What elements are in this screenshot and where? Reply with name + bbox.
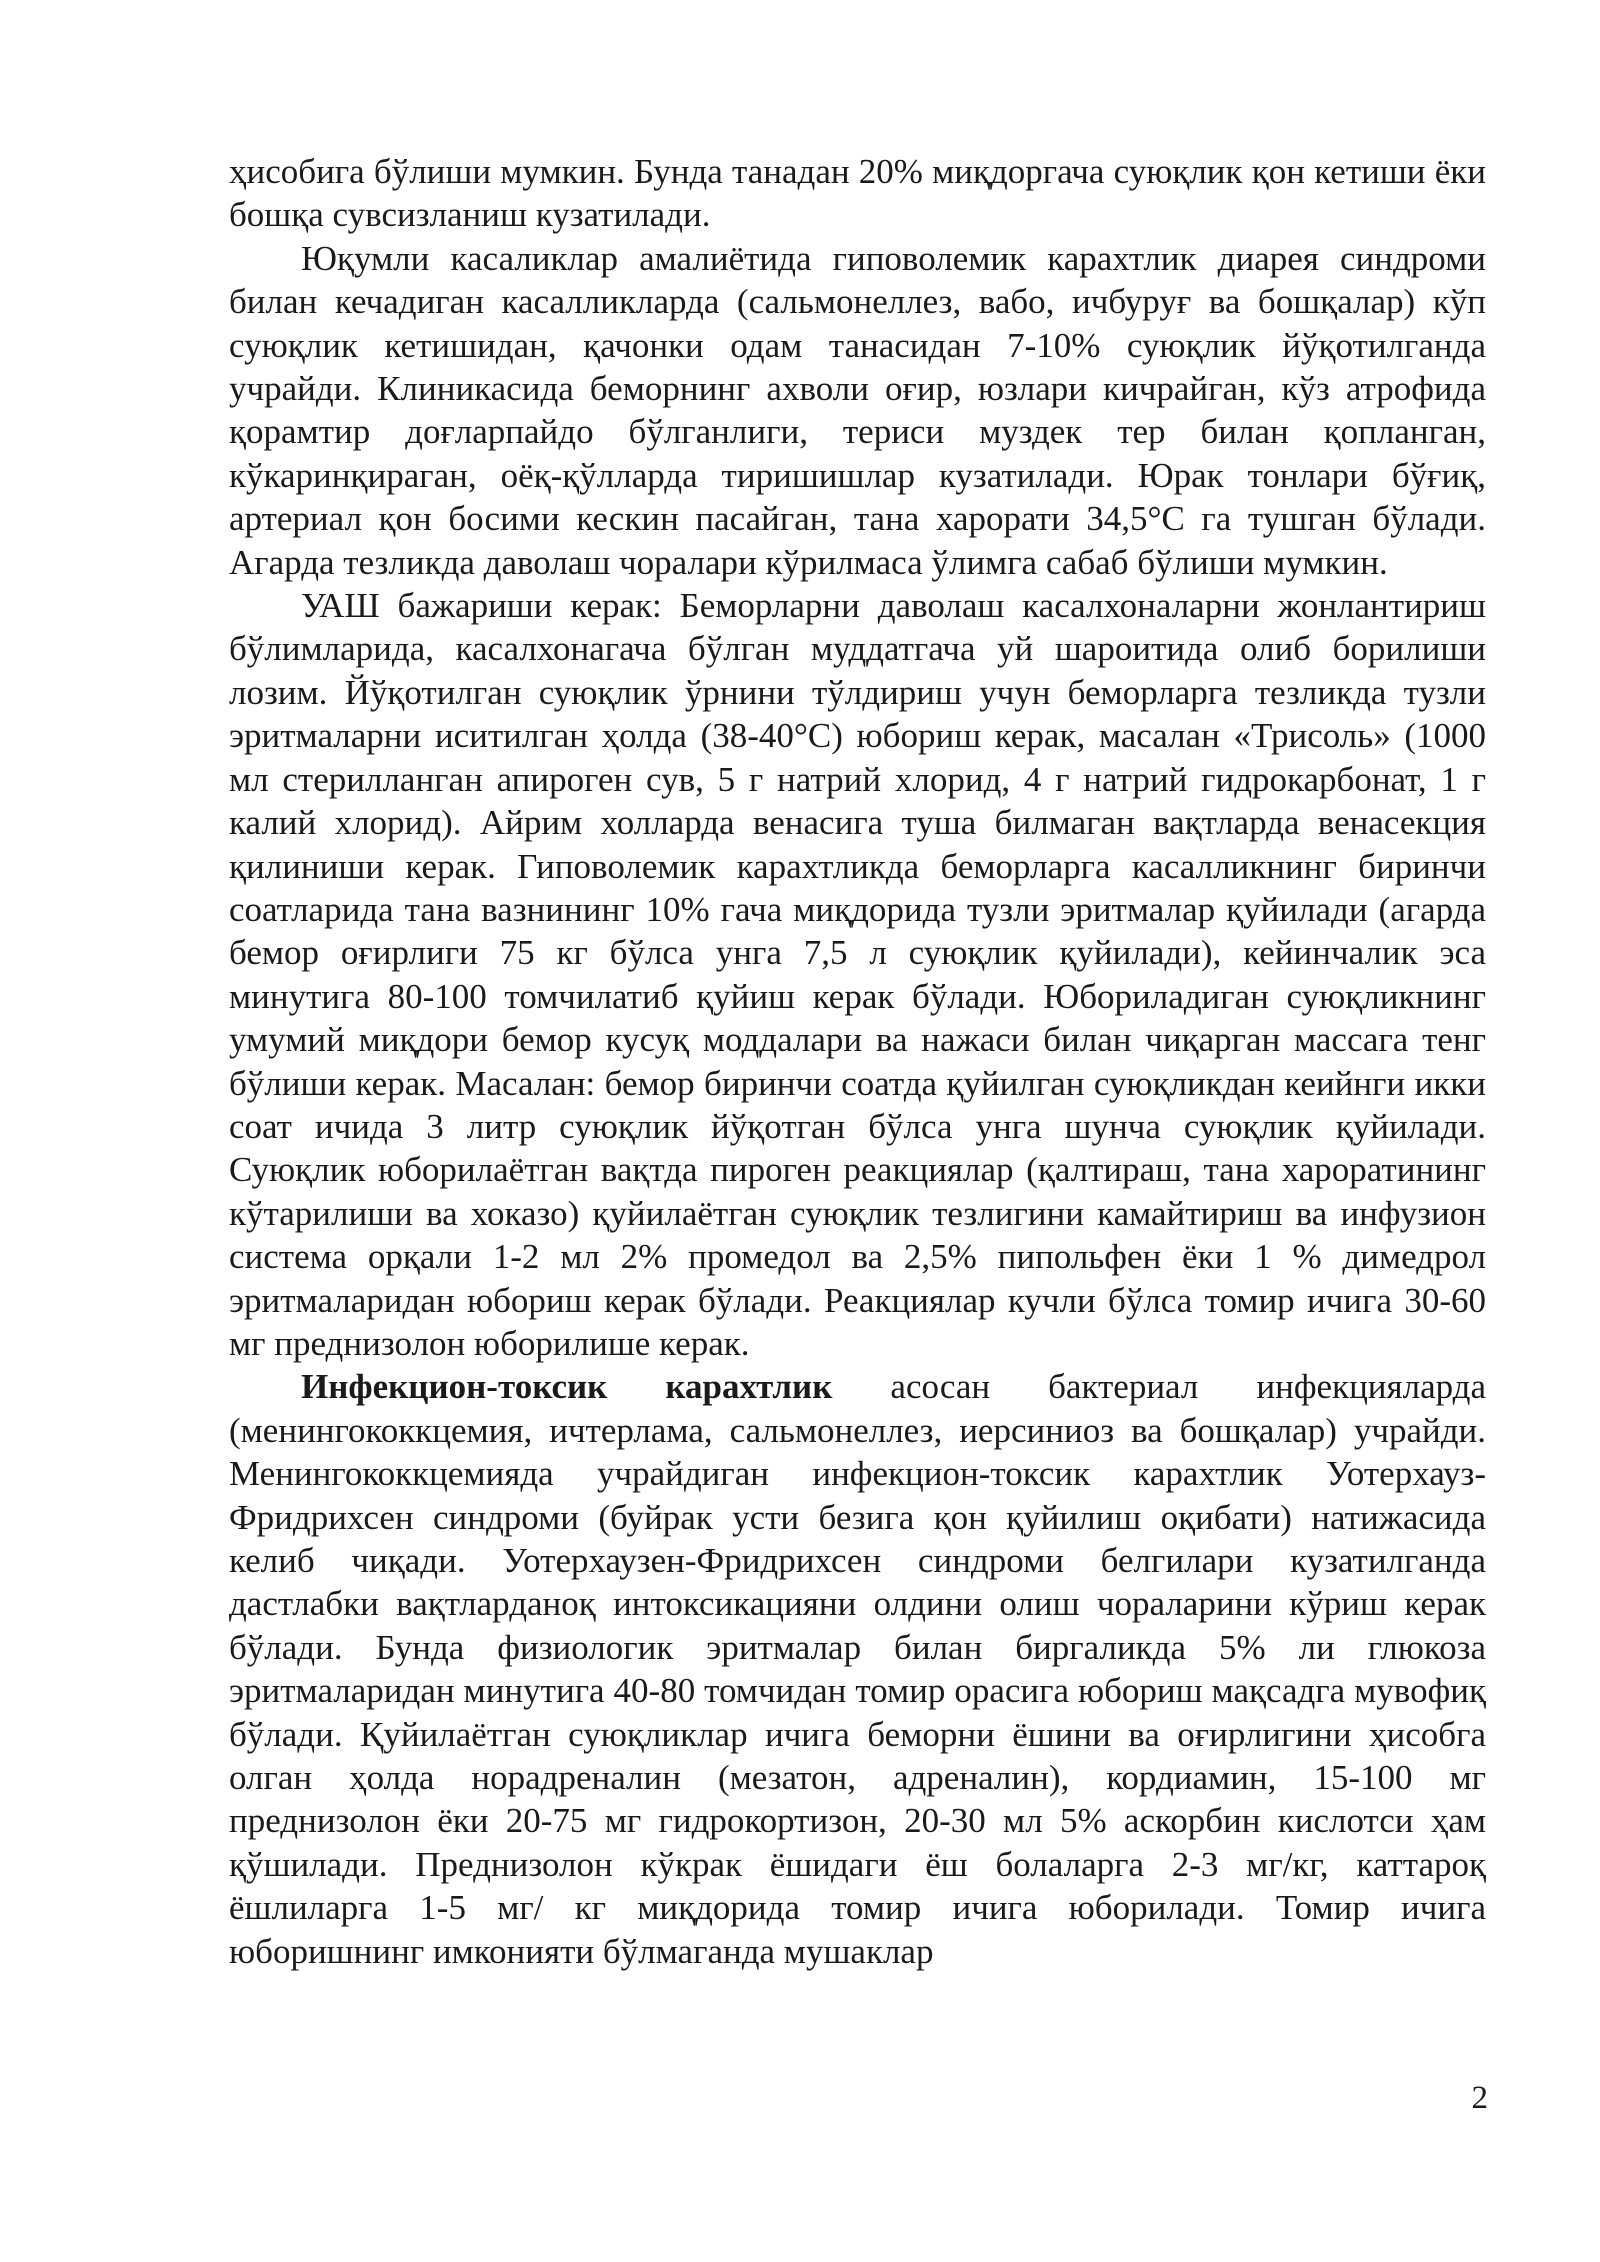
paragraph-hypovolemic-shock: Юқумли касаликлар амалиётида гиповолемик карахтлик диарея синдроми билан кечадиган касалликларда (сальмонеллез, вабо, ичбуруғ ва бошқалар) кўп суюқлик кетишидан, қачонки одам танасидан 7-10% суюқлик йўқотилганда учрайди. Клиникасида беморнинг ахволи оғир, юзлари кичрайган, кўз атрофида қорамтир доғларпайдо бўлганлиги, териси муздек тер билан қопланган, кўкаринқираган, оёқ-қўлларда тиришишлар кузатилади. Юрак тонлари бўғиқ, артериал қон босими кескин пасайган, тана харорати 34,5°С га тушган бўлади. Агарда тезликда даволаш чоралари кўрилмаса ўлимга сабаб бўлиши мумкин.: [229, 238, 1486, 582]
paragraph-infectious-toxic-shock-text: асосан бактериал инфекцияларда (менингококкцемия, ичтерлама, сальмонеллез, иерсиниоз ва бошқалар) учрайди. Менингококкцемияда учрайдиган инфекцион-токсик карахтлик Уотерхауз-Фридрихсен синдроми (буйрак усти безига қон қуйилиш оқибати) натижасида келиб чиқади. Уотерхаузен-Фридрихсен синдроми белгилари кузатилганда дастлабки вақтларданоқ интоксикацияни олдини олиш чораларини кўриш керак бўлади. Бунда физиологик эритмалар билан биргаликда 5% ли глюкоза эритмаларидан минутига 40-80 томчидан томир орасига юбориш мақсадга мувофиқ бўлади. Қуйилаётган суюқликлар ичига беморни ёшини ва оғирлигини ҳисобга олган ҳолда норадреналин (мезатон, адреналин), кордиамин, 15-100 мг преднизолон ёки 20-75 мг гидрокортизон, 20-30 мл 5% аскорбин кислотси ҳам қўшилади. Преднизолон кўкрак ёшидаги ёш болаларга 2-3 мг/кг, каттароқ ёшлиларга 1-5 мг/ кг миқдорида томир ичига юборилади. Томир ичига юборишнинг имконияти бўлмаганда мушаклар: [229, 1367, 1487, 1971]
paragraph-continuation: ҳисобига бўлиши мумкин. Бунда танадан 20% миқдоргача суюқлик қон кетиши ёки бошқа сувсизланиш кузатилади.: [229, 152, 1486, 235]
term-infectious-toxic-shock: Инфекцион-токсик карахтлик: [301, 1367, 833, 1407]
paragraph-gp-actions: УАШ бажариши керак: Беморларни даволаш касалхоналарни жонлантириш бўлимларида, касалхонагача бўлган муддатгача уй шароитида олиб борилиши лозим. Йўқотилган суюқлик ўрнини тўлдириш учун беморларга тезликда тузли эритмаларни иситилган ҳолда (38-40°С) юбориш керак, масалан «Трисоль» (1000 мл стерилланган апироген сув, 5 г натрий хлорид, 4 г натрий гидрокарбонат, 1 г калий хлорид). Айрим холларда венасига туша билмаган вақтларда венасекция қилиниши керак. Гиповолемик карахтликда беморларга касалликнинг биринчи соатларида тана вазнининг 10% гача миқдорида тузли эритмалар қуйилади (агарда бемор оғирлиги 75 кг бўлса унга 7,5 л суюқлик қуйилади), кейинчалик эса минутига 80-100 томчилатиб қуйиш керак бўлади. Юбориладиган суюқликнинг умумий миқдори бемор кусуқ моддалари ва нажаси билан чиқарган массага тенг бўлиши керак. Масалан: бемор биринчи соатда қуйилган суюқликдан кеийнги икки соат ичида 3 литр суюқлик йўқотган бўлса унга шунча суюқлик қуйилади. Суюқлик юборилаётган вақтда пироген реакциялар (қалтираш, тана хароратининг кўтарилиши ва хоказо) қуйилаётган суюқлик тезлигини камайтириш ва инфузион система орқали 1-2 мл 2% промедол ва 2,5% пипольфен ёки 1 % димедрол эритмаларидан юбориш керак бўлади. Реакциялар кучли бўлса томир ичига 30-60 мг преднизолон юборилише керак.: [229, 586, 1486, 1363]
paragraph-infectious-toxic-shock: [229, 1365, 1486, 1973]
page-number: 2: [1471, 2080, 1488, 2116]
document-body: [229, 150, 1486, 1973]
